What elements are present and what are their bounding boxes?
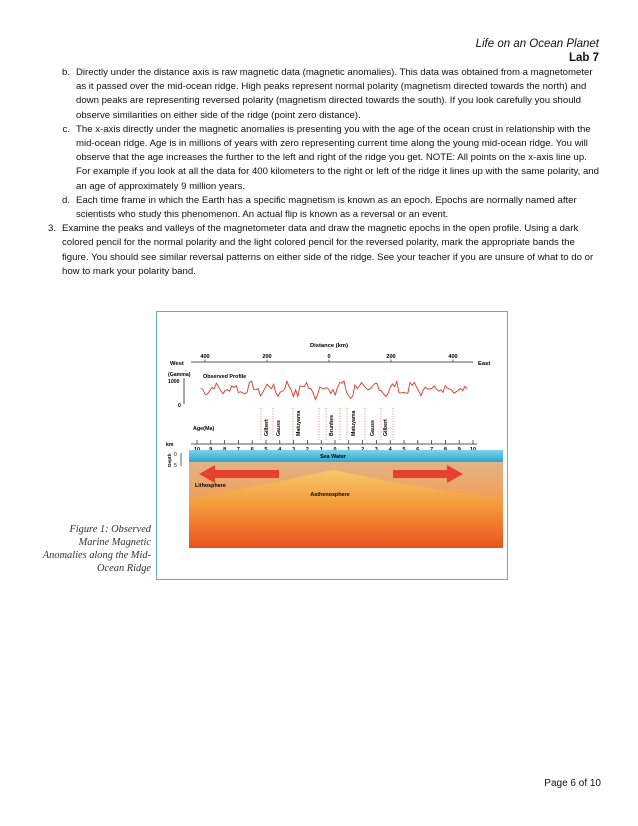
list-text: Directly under the distance axis is raw magnetic data (magnetic anomalies). This data was obtained from a magnetometer as it passed over the mid-ocean ridge. High peaks represent normal polarity (magnetism directed towards the north) and down peaks are representing reversed polarity (magnetism directed towards the south). If you look carefully you should observe similarities on either side of the ridge (point zero distance). bbox=[76, 67, 593, 121]
list-item-b bbox=[54, 66, 600, 123]
epoch-label-gilbert: Gilbert bbox=[264, 419, 270, 436]
km-label: km bbox=[166, 442, 174, 448]
figure-caption: Figure 1: Observed Marine Magnetic Anomalies along the Mid-Ocean Ridge bbox=[42, 524, 151, 574]
figure-drawing bbox=[157, 312, 507, 579]
depth-label: Depth bbox=[168, 453, 173, 467]
epoch-labels bbox=[261, 408, 393, 440]
page-number: Page 6 of 10 bbox=[544, 778, 601, 789]
epoch-label-gauss: Gauss bbox=[370, 420, 376, 436]
list-text: The x-axis directly under the magnetic anomalies is presenting you with the age of the ocean crust in relationship with the mid-ocean ridge. Age is in millions of years with zero representing current time along the young mid-ocean ridge. You will observe that the age increases the further to the left and right of the ridge you get. NOTE: All points on the x-axis line up. For example if you look at all the data for 400 kilometers to the right or left of the ridge it lines up with the same polarity, and an age of approximately 9 million years. bbox=[76, 123, 599, 192]
depth-0-label: 0 bbox=[174, 452, 177, 458]
list-label: 3. bbox=[47, 223, 56, 235]
distance-tick-label: 200 bbox=[262, 354, 272, 360]
epoch-label-gauss: Gauss bbox=[276, 420, 282, 436]
list-text: Examine the peaks and valleys of the magnetometer data and draw the magnetic epochs in the open profile. Using a dark colored pencil for the normal polarity and the light colored pencil for the reversed polarity, mark the appropriate bands the figure. You should see similar reversal patterns on either side of the ridge. See your teacher if you are unsure of what to do or how to mark your polarity band. bbox=[62, 223, 594, 277]
list-item-c bbox=[54, 123, 600, 194]
list-label: d. bbox=[61, 194, 70, 206]
distance-ticks bbox=[200, 354, 457, 362]
list-item-3 bbox=[40, 222, 600, 279]
sea-water-label: Sea Water bbox=[320, 454, 346, 460]
epoch-label-gilbert: Gilbert bbox=[383, 419, 389, 436]
age-label: Age(Ma) bbox=[193, 426, 215, 432]
distance-title: Distance (km) bbox=[309, 343, 349, 349]
depth-5-label: 5 bbox=[174, 463, 177, 469]
gamma-label: (Gamma) bbox=[168, 372, 191, 378]
gamma-1000-label: 1000 bbox=[168, 379, 180, 385]
distance-tick-label: 200 bbox=[386, 354, 396, 360]
instructions bbox=[40, 66, 600, 279]
list-label: c. bbox=[62, 123, 70, 135]
gamma-0-label: 0 bbox=[178, 403, 181, 409]
list-text: Each time frame in which the Earth has a specific magnetism is known as an epoch. Epochs are normally named after scientists who study this phenomenon. An actual flip is known as a reversal or an event. bbox=[76, 194, 577, 221]
distance-tick-label: 400 bbox=[448, 354, 458, 360]
observed-profile-line bbox=[201, 381, 467, 400]
epoch-label-matuyama: Matuyama bbox=[351, 410, 357, 436]
lithosphere-label: Lithosphere bbox=[195, 483, 226, 489]
profile-label: Observed Profile bbox=[203, 374, 247, 380]
east-label: East bbox=[478, 361, 491, 367]
distance-tick-label: 0 bbox=[327, 354, 331, 360]
epoch-label-matuyama: Matuyama bbox=[296, 410, 302, 436]
course-title: Life on an Ocean Planet bbox=[475, 38, 599, 50]
lab-number: Lab 7 bbox=[568, 52, 599, 64]
asthenosphere-label: Asthenosphere bbox=[310, 492, 350, 498]
epoch-label-brunhes: Brunhes bbox=[329, 414, 335, 436]
list-label: b. bbox=[61, 67, 70, 78]
sea-water-layer bbox=[189, 450, 503, 462]
west-label: West bbox=[170, 361, 184, 367]
list-item-d bbox=[54, 194, 600, 222]
magnetic-anomaly-figure bbox=[156, 311, 508, 580]
distance-tick-label: 400 bbox=[200, 354, 210, 360]
